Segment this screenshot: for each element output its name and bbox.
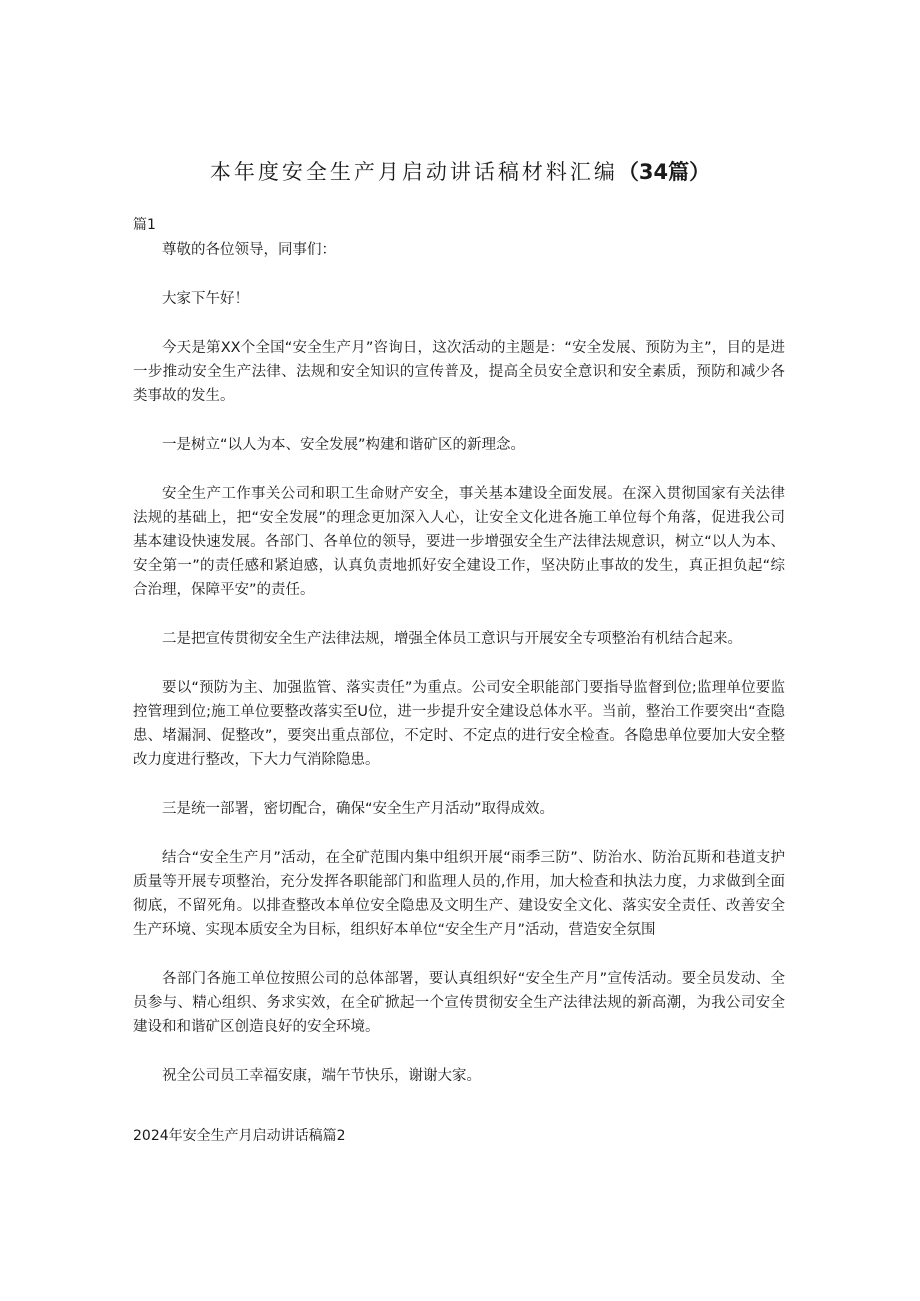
document-title xyxy=(0,156,920,186)
paragraph-mobilization: 各部门各施工单位按照公司的总体部署，要认真组织好“安全生产月”宣传活动。要全员发动、全员参与、精心组织、务求实效，在全矿掀起一个宣传贯彻安全生产法律法规的新高潮，为我公司安全建设和和谐矿区创造良好的安全环境。 xyxy=(133,971,785,1035)
paragraph-closing: 祝全公司员工幸福安康，端午节快乐，谢谢大家。 xyxy=(162,1068,481,1084)
paragraph-point-one-detail: 安全生产工作事关公司和职工生命财产安全，事关基本建设全面发展。在深入贯彻国家有关法律法规的基础上，把“安全发展”的理念更加深入人心，让安全文化进各施工单位每个角落，促进我公司基本建设快速发展。各部门、各单位的领导，要进一步增强安全生产法律法规意识，树立“以人为本、安全第一”的责任感和紧迫感，认真负责地抓好安全建设工作，坚决防止事故的发生，真正担负起“综合治理，保障平安”的责任。 xyxy=(133,486,785,598)
document-body xyxy=(133,238,785,1088)
paragraph-point-three-detail: 结合“安全生产月”活动，在全矿范围内集中组织开展“雨季三防”、防治水、防治瓦斯和巷道支护质量等开展专项整治，充分发挥各职能部门和监理人员的,作用，加大检查和执法力度，力求做到全面彻底，不留死角。以排查整改本单位安全隐患及文明生产、建设安全文化、落实安全责任、改善安全生产环境、实现本质安全为目标，组织好本单位“安全生产月”活动，营造安全氛围 xyxy=(133,850,785,938)
paragraph-point-three: 三是统一部署，密切配合，确保“安全生产月活动”取得成效。 xyxy=(162,801,555,817)
title-count: （34篇） xyxy=(617,160,711,185)
paragraph-salutation: 大家下午好！ xyxy=(162,291,249,307)
paragraph-point-one: 一是树立“以人为本、安全发展”构建和谐矿区的新理念。 xyxy=(162,437,526,453)
paragraph-greeting: 尊敬的各位领导，同事们： xyxy=(162,242,336,258)
title-main: 本年度安全生产月启动讲话稿材料汇编 xyxy=(209,160,618,185)
section-label: 篇1 xyxy=(133,217,156,233)
next-section-heading: 2024年安全生产月启动讲话稿篇2 xyxy=(133,1128,346,1144)
paragraph-intro: 今天是第XX个全国“安全生产月”咨询日，这次活动的主题是：“安全发展、预防为主”，目的是进一步推动安全生产法律、法规和安全知识的宣传普及，提高全员安全意识和安全素质，预防和减少各类事故的发生。 xyxy=(133,340,785,404)
paragraph-point-two-detail: 要以“预防为主、加强监管、落实责任”为重点。公司安全职能部门要指导监督到位;监理单位要监控管理到位;施工单位要整改落实至U位，进一步提升安全建设总体水平。当前，整治工作要突出“查隐患、堵漏洞、促整改”，要突出重点部位，不定时、不定点的进行安全检查。各隐患单位要加大安全整改力度进行整改，下大力气消除隐患。 xyxy=(133,680,785,768)
paragraph-point-two: 二是把宣传贯彻安全生产法律法规，增强全体员工意识与开展安全专项整治有机结合起来。 xyxy=(162,631,742,647)
